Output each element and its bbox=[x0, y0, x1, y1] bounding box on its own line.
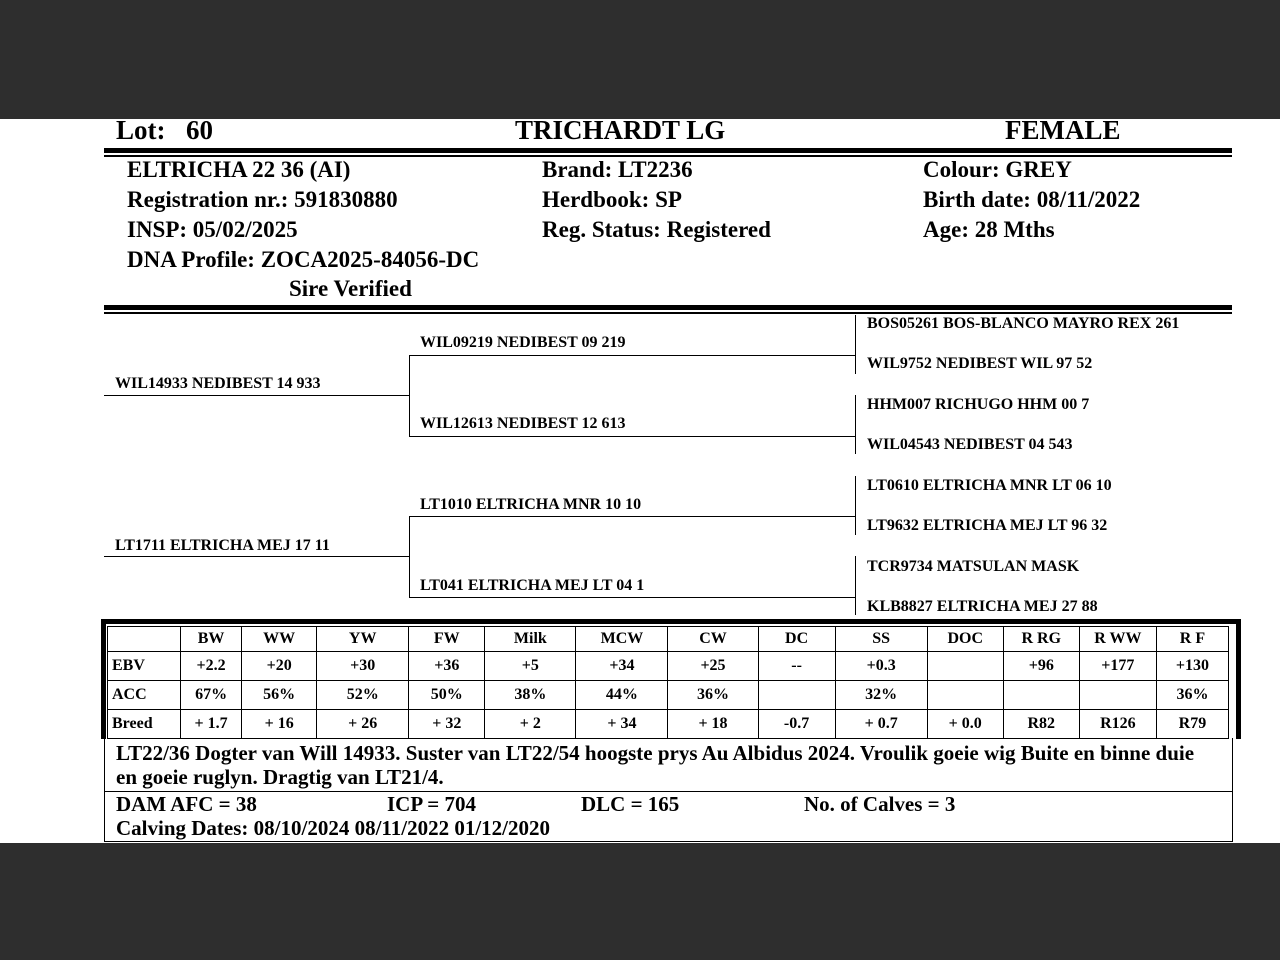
ebv-cell: + 18 bbox=[668, 710, 758, 739]
pedigree-bracket bbox=[855, 315, 856, 374]
ebv-cell: 32% bbox=[835, 681, 927, 710]
sex-label: FEMALE bbox=[1005, 115, 1121, 145]
pedigree-ggp: TCR9734 MATSULAN MASK bbox=[867, 558, 1080, 575]
ebv-row bbox=[108, 652, 1229, 681]
pedigree-dam-sire: LT1010 ELTRICHA MNR 10 10 bbox=[420, 496, 642, 513]
number-of-calves: No. of Calves = 3 bbox=[804, 792, 956, 816]
pedigree-bracket bbox=[409, 516, 410, 597]
ebv-cell: +177 bbox=[1079, 652, 1156, 681]
ebv-header-row bbox=[108, 627, 1229, 652]
ebv-column-header: DC bbox=[758, 627, 835, 652]
ebv-cell: 36% bbox=[1156, 681, 1228, 710]
pedigree-bracket bbox=[409, 355, 410, 436]
info-rule-thick bbox=[104, 305, 1232, 310]
ebv-cell: 67% bbox=[181, 681, 242, 710]
ebv-cell: 56% bbox=[242, 681, 317, 710]
registration-status: Reg. Status: Registered bbox=[542, 217, 771, 242]
dam-afc: DAM AFC = 38 bbox=[116, 792, 257, 816]
birth-date: Birth date: 08/11/2022 bbox=[923, 187, 1141, 212]
ebv-cell: +20 bbox=[242, 652, 317, 681]
ebv-cell: R79 bbox=[1156, 710, 1228, 739]
pedigree-ggp: HHM007 RICHUGO HHM 00 7 bbox=[867, 396, 1090, 413]
pedigree-line bbox=[409, 436, 855, 437]
pedigree-ggp: BOS05261 BOS-BLANCO MAYRO REX 261 bbox=[867, 315, 1180, 332]
ebv-column-header: WW bbox=[242, 627, 317, 652]
ebv-cell bbox=[1003, 681, 1079, 710]
dlc: DLC = 165 bbox=[581, 792, 680, 816]
pedigree-sire: WIL14933 NEDIBEST 14 933 bbox=[115, 375, 321, 392]
ebv-cell: + 0.0 bbox=[927, 710, 1003, 739]
pedigree-ggp: LT0610 ELTRICHA MNR LT 06 10 bbox=[867, 477, 1112, 494]
ebv-cell bbox=[1079, 681, 1156, 710]
pedigree-dam-dam: LT041 ELTRICHA MEJ LT 04 1 bbox=[420, 577, 645, 594]
pedigree-ggp: WIL04543 NEDIBEST 04 543 bbox=[867, 436, 1073, 453]
registration-number: Registration nr.: 591830880 bbox=[127, 187, 398, 212]
ebv-cell: 50% bbox=[409, 681, 485, 710]
ebv-column-header: R F bbox=[1156, 627, 1228, 652]
pedigree-sire-sire: WIL09219 NEDIBEST 09 219 bbox=[420, 334, 626, 351]
calving-dates: Calving Dates: 08/10/2024 08/11/2022 01/12/2020 bbox=[116, 816, 551, 840]
header-rule-thick bbox=[104, 148, 1232, 153]
animal-comment: LT22/36 Dogter van Will 14933. Suster van LT22/54 hoogste prys Au Albidus 2024. Vroulik goeie wig Buite en binne duie en goeie ruglyn. Dragtig van LT21/4. bbox=[116, 741, 1195, 789]
pedigree-bracket bbox=[855, 476, 856, 535]
age: Age: 28 Mths bbox=[923, 217, 1055, 242]
ebv-cell: +25 bbox=[668, 652, 758, 681]
herdbook: Herdbook: SP bbox=[542, 187, 682, 212]
ebv-cell: + 34 bbox=[576, 710, 668, 739]
ebv-cell: R126 bbox=[1079, 710, 1156, 739]
dna-status: Sire Verified bbox=[289, 276, 412, 301]
notes-box bbox=[104, 738, 1233, 842]
pedigree-ggp: LT9632 ELTRICHA MEJ LT 96 32 bbox=[867, 517, 1108, 534]
ebv-cell: +5 bbox=[485, 652, 576, 681]
ebv-cell: +30 bbox=[317, 652, 409, 681]
ebv-cell bbox=[927, 681, 1003, 710]
ebv-cell: 52% bbox=[317, 681, 409, 710]
ebv-cell: 44% bbox=[576, 681, 668, 710]
animal-name: ELTRICHA 22 36 (AI) bbox=[127, 157, 351, 182]
ebv-cell: +2.2 bbox=[181, 652, 242, 681]
pedigree-bracket bbox=[855, 395, 856, 454]
ebv-cell bbox=[927, 652, 1003, 681]
breeder-name: TRICHARDT LG bbox=[515, 115, 726, 145]
ebv-cell: R82 bbox=[1003, 710, 1079, 739]
ebv-column-header: R RG bbox=[1003, 627, 1079, 652]
ebv-cell: + 2 bbox=[485, 710, 576, 739]
ebv-column-header: FW bbox=[409, 627, 485, 652]
ebv-column-header bbox=[108, 627, 181, 652]
ebv-cell: +0.3 bbox=[835, 652, 927, 681]
ebv-column-header: R WW bbox=[1079, 627, 1156, 652]
colour: Colour: GREY bbox=[923, 157, 1072, 182]
ebv-row-label: EBV bbox=[108, 652, 181, 681]
pedigree-ggp: WIL9752 NEDIBEST WIL 97 52 bbox=[867, 355, 1093, 372]
pedigree-line bbox=[104, 556, 409, 557]
ebv-row-label: ACC bbox=[108, 681, 181, 710]
ebv-column-header: DOC bbox=[927, 627, 1003, 652]
pedigree-sire-dam: WIL12613 NEDIBEST 12 613 bbox=[420, 415, 626, 432]
ebv-column-header: CW bbox=[668, 627, 758, 652]
icp: ICP = 704 bbox=[387, 792, 476, 816]
ebv-cell: 38% bbox=[485, 681, 576, 710]
brand: Brand: LT2236 bbox=[542, 157, 693, 182]
pedigree-line bbox=[409, 516, 855, 517]
pedigree-line bbox=[409, 597, 855, 598]
pedigree-dam: LT1711 ELTRICHA MEJ 17 11 bbox=[115, 537, 330, 554]
ebv-row bbox=[108, 681, 1229, 710]
ebv-column-header: YW bbox=[317, 627, 409, 652]
ebv-cell: 36% bbox=[668, 681, 758, 710]
pedigree-line bbox=[104, 395, 409, 396]
ebv-cell: + 0.7 bbox=[835, 710, 927, 739]
lot-card bbox=[0, 115, 1280, 843]
inspection-date: INSP: 05/02/2025 bbox=[127, 217, 298, 242]
ebv-column-header: Milk bbox=[485, 627, 576, 652]
ebv-cell: -- bbox=[758, 652, 835, 681]
pedigree-ggp: KLB8827 ELTRICHA MEJ 27 88 bbox=[867, 598, 1098, 615]
ebv-column-header: BW bbox=[181, 627, 242, 652]
ebv-cell bbox=[758, 681, 835, 710]
info-rule-thin bbox=[104, 312, 1232, 314]
ebv-table bbox=[107, 626, 1229, 739]
ebv-cell: +34 bbox=[576, 652, 668, 681]
ebv-cell: -0.7 bbox=[758, 710, 835, 739]
dna-profile: DNA Profile: ZOCA2025-84056-DC bbox=[127, 247, 480, 272]
ebv-cell: +36 bbox=[409, 652, 485, 681]
ebv-row-label: Breed bbox=[108, 710, 181, 739]
pedigree-bracket bbox=[855, 556, 856, 615]
ebv-cell: + 16 bbox=[242, 710, 317, 739]
ebv-cell: + 26 bbox=[317, 710, 409, 739]
ebv-cell: +130 bbox=[1156, 652, 1228, 681]
lot-number: 60 bbox=[186, 115, 213, 145]
ebv-cell: +96 bbox=[1003, 652, 1079, 681]
ebv-column-header: MCW bbox=[576, 627, 668, 652]
ebv-column-header: SS bbox=[835, 627, 927, 652]
ebv-row bbox=[108, 710, 1229, 739]
lot-label: Lot: bbox=[116, 115, 166, 145]
pedigree-line bbox=[409, 355, 855, 356]
ebv-cell: + 1.7 bbox=[181, 710, 242, 739]
ebv-cell: + 32 bbox=[409, 710, 485, 739]
